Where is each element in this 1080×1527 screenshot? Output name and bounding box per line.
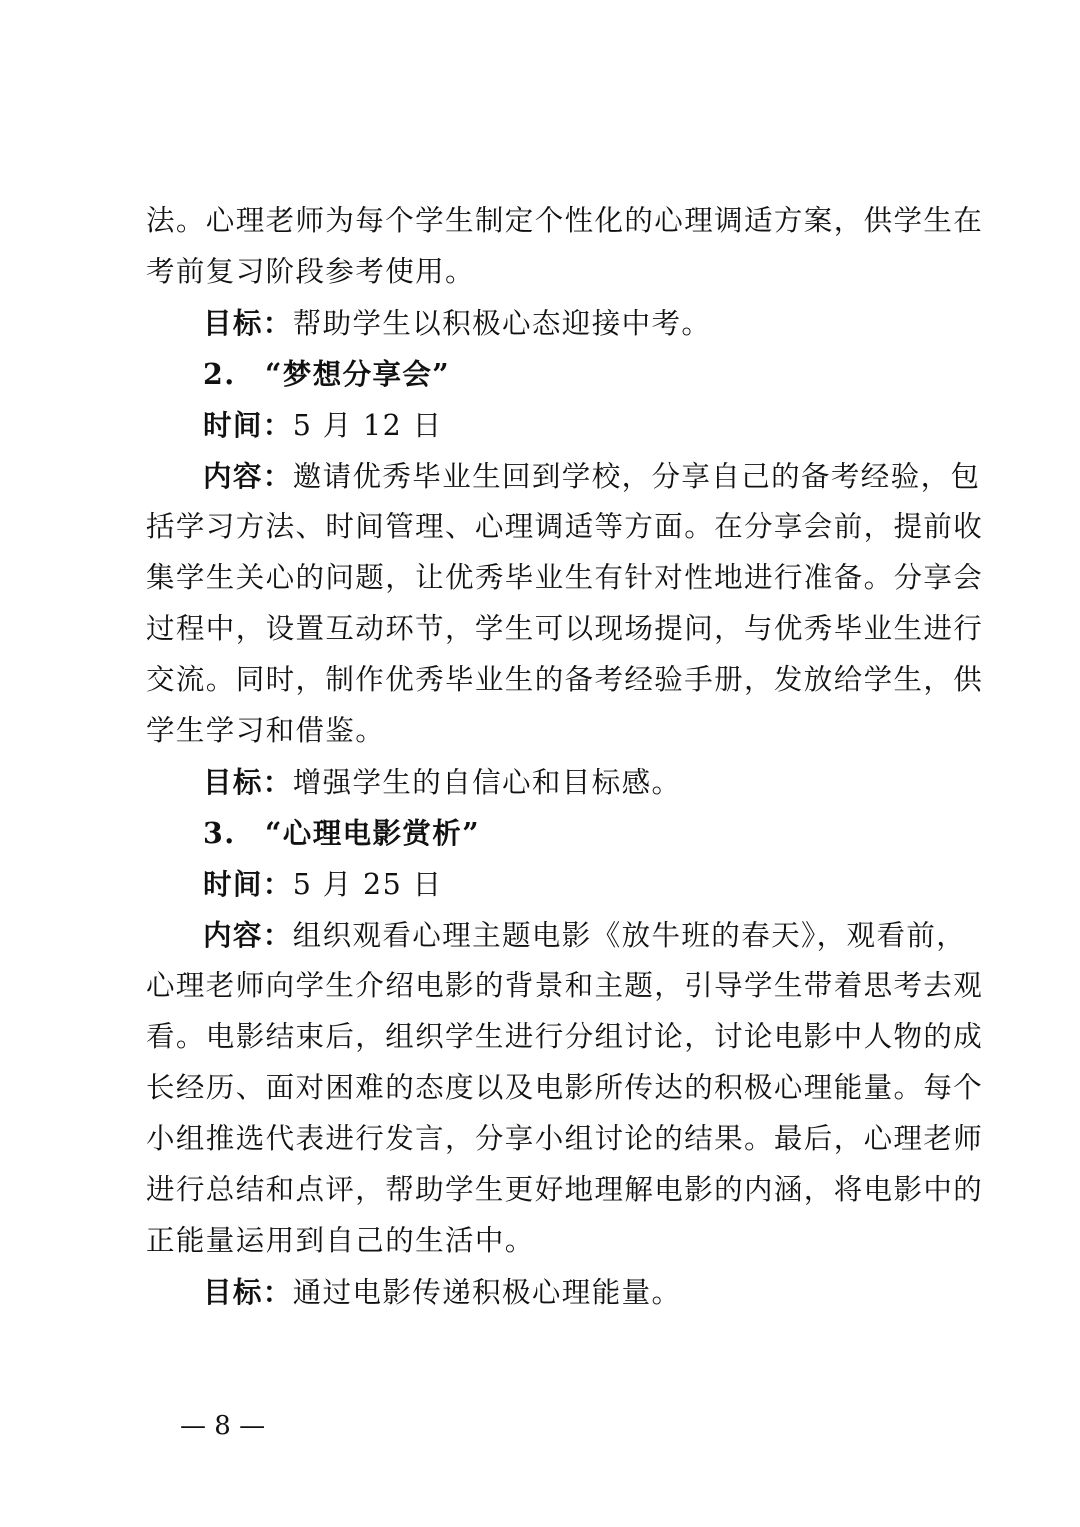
section-number: 3. — [203, 816, 236, 850]
paragraph-line: 考前复习阶段参考使用。 — [146, 255, 475, 288]
page-number: — 8 — — [180, 1411, 266, 1441]
goal-text: 通过电影传递积极心理能量。 — [292, 1276, 682, 1309]
paragraph-line: 长经历、面对困难的态度以及电影所传达的积极心理能量。每个 — [146, 1071, 984, 1104]
section-heading — [203, 813, 1003, 853]
content-label: 内容： — [203, 918, 293, 952]
section-title: “梦想分享会” — [265, 357, 451, 391]
content-line — [203, 456, 1003, 497]
content-label: 内容： — [203, 459, 293, 493]
section-heading — [203, 354, 1003, 394]
paragraph-line: 小组推选代表进行发言，分享小组讨论的结果。最后，心理老师 — [146, 1122, 984, 1155]
paragraph-line: 进行总结和点评，帮助学生更好地理解电影的内涵，将电影中的 — [146, 1173, 984, 1206]
paragraph-line: 正能量运用到自己的生活中。 — [146, 1224, 535, 1257]
time-label: 时间： — [203, 408, 293, 442]
goal-line — [203, 762, 1003, 803]
paragraph-line: 心理老师向学生介绍电影的背景和主题，引导学生带着思考去观 — [146, 969, 984, 1002]
paragraph-line: 看。电影结束后，组织学生进行分组讨论，讨论电影中人物的成 — [146, 1020, 984, 1053]
goal-text: 增强学生的自信心和目标感。 — [292, 766, 682, 799]
section-title: “心理电影赏析” — [265, 816, 480, 850]
time-line — [203, 405, 1003, 446]
goal-label: 目标： — [203, 306, 293, 340]
paragraph-line: 括学习方法、时间管理、心理调适等方面。在分享会前，提前收 — [146, 510, 984, 543]
goal-label: 目标： — [203, 765, 293, 799]
paragraph-line: 学生学习和借鉴。 — [146, 714, 386, 747]
content-text: 邀请优秀毕业生回到学校，分享自己的备考经验，包 — [292, 460, 981, 493]
content-text: 组织观看心理主题电影《放牛班的春天》，观看前， — [292, 919, 967, 952]
time-value: 5 月 12 日 — [292, 409, 443, 442]
goal-text: 帮助学生以积极心态迎接中考。 — [292, 307, 712, 340]
content-line — [203, 915, 1003, 956]
goal-line — [203, 303, 1003, 344]
paragraph-line: 交流。同时，制作优秀毕业生的备考经验手册，发放给学生，供 — [146, 663, 984, 696]
time-line — [203, 864, 1003, 905]
paragraph-line: 过程中，设置互动环节，学生可以现场提问，与优秀毕业生进行 — [146, 612, 984, 645]
time-label: 时间： — [203, 867, 293, 901]
goal-label: 目标： — [203, 1275, 293, 1309]
section-number: 2. — [203, 357, 236, 391]
time-value: 5 月 25 日 — [292, 868, 443, 901]
goal-line — [203, 1272, 1003, 1313]
paragraph-line: 法。心理老师为每个学生制定个性化的心理调适方案，供学生在 — [146, 204, 984, 237]
paragraph-line: 集学生关心的问题，让优秀毕业生有针对性地进行准备。分享会 — [146, 561, 984, 594]
